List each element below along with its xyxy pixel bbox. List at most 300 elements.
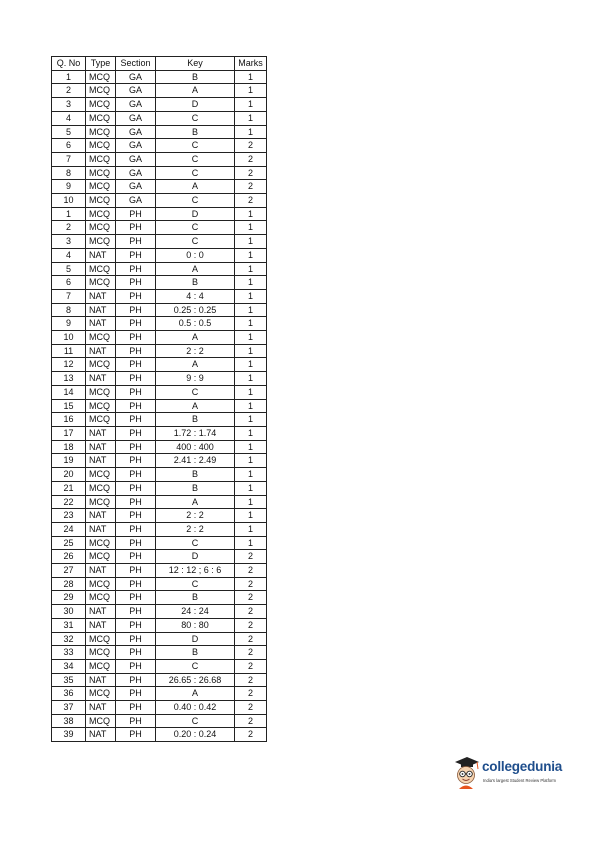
qno-cell: 31 [52,618,86,632]
type-cell: MCQ [86,125,116,139]
type-cell: NAT [86,509,116,523]
section-cell: PH [116,550,156,564]
type-cell: NAT [86,454,116,468]
marks-cell: 2 [235,180,267,194]
marks-cell: 1 [235,248,267,262]
table-row [52,98,267,112]
qno-cell: 13 [52,372,86,386]
type-cell: MCQ [86,262,116,276]
marks-cell: 2 [235,701,267,715]
type-cell: MCQ [86,385,116,399]
marks-cell: 2 [235,687,267,701]
key-cell: 80 : 80 [156,618,235,632]
marks-cell: 1 [235,70,267,84]
section-cell: PH [116,221,156,235]
type-cell: NAT [86,701,116,715]
section-cell: GA [116,98,156,112]
section-cell: PH [116,646,156,660]
key-cell: B [156,481,235,495]
key-cell: 0 : 0 [156,248,235,262]
key-cell: A [156,687,235,701]
section-cell: PH [116,317,156,331]
qno-cell: 16 [52,413,86,427]
marks-cell: 1 [235,111,267,125]
section-cell: PH [116,495,156,509]
marks-cell: 2 [235,673,267,687]
table-row [52,426,267,440]
marks-cell: 1 [235,262,267,276]
table-row [52,632,267,646]
table-row [52,152,267,166]
type-cell: NAT [86,344,116,358]
section-cell: PH [116,399,156,413]
table-row [52,194,267,208]
key-cell: D [156,632,235,646]
section-cell: GA [116,70,156,84]
marks-cell: 1 [235,303,267,317]
section-cell: PH [116,728,156,742]
table-row [52,591,267,605]
key-cell: C [156,385,235,399]
qno-cell: 12 [52,358,86,372]
marks-cell: 1 [235,522,267,536]
qno-cell: 28 [52,577,86,591]
section-cell: PH [116,276,156,290]
key-cell: 24 : 24 [156,605,235,619]
type-cell: NAT [86,248,116,262]
mascot-icon [451,755,481,789]
qno-cell: 3 [52,235,86,249]
marks-cell: 1 [235,509,267,523]
marks-cell: 1 [235,289,267,303]
marks-cell: 1 [235,413,267,427]
table-row [52,207,267,221]
key-cell: C [156,221,235,235]
marks-cell: 2 [235,139,267,153]
marks-cell: 2 [235,659,267,673]
header-marks: Marks [235,57,267,71]
answer-key-table [51,56,267,742]
table-row [52,385,267,399]
key-cell: 1.72 : 1.74 [156,426,235,440]
table-row [52,358,267,372]
qno-cell: 6 [52,139,86,153]
qno-cell: 9 [52,180,86,194]
qno-cell: 6 [52,276,86,290]
qno-cell: 5 [52,125,86,139]
marks-cell: 2 [235,591,267,605]
table-row [52,125,267,139]
table-row [52,235,267,249]
section-cell: PH [116,372,156,386]
type-cell: MCQ [86,70,116,84]
table-row [52,289,267,303]
qno-cell: 26 [52,550,86,564]
key-cell: 0.40 : 0.42 [156,701,235,715]
table-row [52,509,267,523]
section-cell: PH [116,413,156,427]
type-cell: NAT [86,605,116,619]
section-cell: PH [116,207,156,221]
qno-cell: 7 [52,289,86,303]
type-cell: MCQ [86,221,116,235]
table-row [52,687,267,701]
section-cell: PH [116,714,156,728]
marks-cell: 2 [235,166,267,180]
type-cell: NAT [86,317,116,331]
type-cell: NAT [86,426,116,440]
type-cell: MCQ [86,180,116,194]
key-cell: A [156,331,235,345]
table-row [52,673,267,687]
section-cell: PH [116,522,156,536]
key-cell: A [156,262,235,276]
qno-cell: 34 [52,659,86,673]
key-cell: B [156,646,235,660]
type-cell: NAT [86,564,116,578]
brand-tagline: India's largest Student Review Platform [483,778,556,783]
type-cell: MCQ [86,413,116,427]
key-cell: 2.41 : 2.49 [156,454,235,468]
type-cell: MCQ [86,687,116,701]
section-cell: PH [116,481,156,495]
type-cell: MCQ [86,166,116,180]
section-cell: PH [116,248,156,262]
qno-cell: 10 [52,331,86,345]
qno-cell: 10 [52,194,86,208]
table-row [52,399,267,413]
key-cell: 0.20 : 0.24 [156,728,235,742]
header-key: Key [156,57,235,71]
table-row [52,701,267,715]
type-cell: NAT [86,522,116,536]
table-row [52,577,267,591]
section-cell: PH [116,632,156,646]
key-cell: A [156,495,235,509]
marks-cell: 1 [235,440,267,454]
section-cell: PH [116,687,156,701]
marks-cell: 1 [235,454,267,468]
table-row [52,495,267,509]
type-cell: NAT [86,728,116,742]
marks-cell: 1 [235,235,267,249]
key-cell: B [156,276,235,290]
table-row [52,139,267,153]
marks-cell: 1 [235,317,267,331]
qno-cell: 4 [52,248,86,262]
type-cell: MCQ [86,399,116,413]
section-cell: GA [116,125,156,139]
section-cell: PH [116,673,156,687]
section-cell: GA [116,84,156,98]
type-cell: MCQ [86,468,116,482]
marks-cell: 1 [235,468,267,482]
table-row [52,111,267,125]
marks-cell: 1 [235,125,267,139]
qno-cell: 2 [52,84,86,98]
type-cell: MCQ [86,481,116,495]
key-cell: B [156,413,235,427]
qno-cell: 14 [52,385,86,399]
marks-cell: 1 [235,385,267,399]
table-row [52,564,267,578]
table-row [52,536,267,550]
marks-cell: 1 [235,372,267,386]
section-cell: PH [116,344,156,358]
table-row [52,714,267,728]
table-row [52,522,267,536]
marks-cell: 2 [235,618,267,632]
qno-cell: 22 [52,495,86,509]
type-cell: NAT [86,303,116,317]
qno-cell: 36 [52,687,86,701]
section-cell: PH [116,440,156,454]
section-cell: PH [116,659,156,673]
type-cell: MCQ [86,331,116,345]
section-cell: PH [116,454,156,468]
table-row [52,372,267,386]
type-cell: MCQ [86,577,116,591]
table-row [52,344,267,358]
table-header-row [52,57,267,71]
key-cell: D [156,550,235,564]
section-cell: PH [116,577,156,591]
qno-cell: 33 [52,646,86,660]
qno-cell: 1 [52,207,86,221]
qno-cell: 19 [52,454,86,468]
marks-cell: 2 [235,577,267,591]
table-row [52,659,267,673]
marks-cell: 2 [235,550,267,564]
table-row [52,317,267,331]
key-cell: 2 : 2 [156,344,235,358]
qno-cell: 8 [52,166,86,180]
table-body [52,70,267,741]
key-cell: C [156,194,235,208]
table-row [52,728,267,742]
brand-name: collegedunia [482,759,563,774]
key-cell: 9 : 9 [156,372,235,386]
marks-cell: 2 [235,646,267,660]
type-cell: NAT [86,618,116,632]
table-row [52,303,267,317]
type-cell: MCQ [86,358,116,372]
table-row [52,276,267,290]
table-row [52,70,267,84]
marks-cell: 2 [235,564,267,578]
section-cell: GA [116,111,156,125]
type-cell: NAT [86,440,116,454]
table-row [52,440,267,454]
type-cell: MCQ [86,139,116,153]
key-cell: 2 : 2 [156,509,235,523]
section-cell: GA [116,139,156,153]
type-cell: NAT [86,289,116,303]
key-cell: A [156,399,235,413]
qno-cell: 27 [52,564,86,578]
marks-cell: 1 [235,84,267,98]
marks-cell: 2 [235,194,267,208]
key-cell: 400 : 400 [156,440,235,454]
type-cell: MCQ [86,550,116,564]
qno-cell: 18 [52,440,86,454]
key-cell: B [156,125,235,139]
qno-cell: 3 [52,98,86,112]
qno-cell: 21 [52,481,86,495]
type-cell: MCQ [86,591,116,605]
key-cell: C [156,166,235,180]
section-cell: PH [116,591,156,605]
qno-cell: 1 [52,70,86,84]
section-cell: PH [116,468,156,482]
key-cell: C [156,152,235,166]
section-cell: PH [116,358,156,372]
marks-cell: 2 [235,632,267,646]
section-cell: PH [116,235,156,249]
marks-cell: 1 [235,207,267,221]
qno-cell: 4 [52,111,86,125]
key-cell: C [156,111,235,125]
marks-cell: 1 [235,221,267,235]
marks-cell: 1 [235,426,267,440]
table-row [52,646,267,660]
qno-cell: 15 [52,399,86,413]
type-cell: NAT [86,673,116,687]
section-cell: PH [116,564,156,578]
section-cell: PH [116,385,156,399]
key-cell: B [156,591,235,605]
key-cell: B [156,70,235,84]
qno-cell: 7 [52,152,86,166]
qno-cell: 20 [52,468,86,482]
marks-cell: 2 [235,728,267,742]
marks-cell: 2 [235,605,267,619]
type-cell: MCQ [86,495,116,509]
type-cell: MCQ [86,98,116,112]
qno-cell: 29 [52,591,86,605]
table-row [52,262,267,276]
key-cell: D [156,207,235,221]
section-cell: PH [116,331,156,345]
header-section: Section [116,57,156,71]
type-cell: MCQ [86,659,116,673]
marks-cell: 1 [235,536,267,550]
qno-cell: 2 [52,221,86,235]
table-row [52,468,267,482]
qno-cell: 8 [52,303,86,317]
section-cell: PH [116,605,156,619]
section-cell: PH [116,509,156,523]
qno-cell: 35 [52,673,86,687]
key-cell: 0.5 : 0.5 [156,317,235,331]
type-cell: MCQ [86,194,116,208]
table-row [52,481,267,495]
key-cell: C [156,536,235,550]
table-row [52,618,267,632]
type-cell: MCQ [86,207,116,221]
qno-cell: 37 [52,701,86,715]
qno-cell: 25 [52,536,86,550]
key-cell: 4 : 4 [156,289,235,303]
type-cell: MCQ [86,714,116,728]
table-row [52,84,267,98]
section-cell: PH [116,289,156,303]
key-cell: C [156,659,235,673]
marks-cell: 1 [235,276,267,290]
collegedunia-logo [451,755,591,795]
qno-cell: 24 [52,522,86,536]
section-cell: PH [116,701,156,715]
marks-cell: 1 [235,344,267,358]
type-cell: MCQ [86,235,116,249]
type-cell: MCQ [86,111,116,125]
marks-cell: 1 [235,399,267,413]
type-cell: MCQ [86,84,116,98]
table-row [52,605,267,619]
table-row [52,550,267,564]
marks-cell: 2 [235,152,267,166]
qno-cell: 5 [52,262,86,276]
header-qno: Q. No [52,57,86,71]
marks-cell: 1 [235,331,267,345]
key-cell: 12 : 12 ; 6 : 6 [156,564,235,578]
table-row [52,413,267,427]
type-cell: MCQ [86,646,116,660]
key-cell: C [156,714,235,728]
type-cell: NAT [86,372,116,386]
qno-cell: 11 [52,344,86,358]
type-cell: MCQ [86,276,116,290]
table-row [52,180,267,194]
table-row [52,221,267,235]
section-cell: PH [116,536,156,550]
qno-cell: 17 [52,426,86,440]
qno-cell: 39 [52,728,86,742]
type-cell: MCQ [86,536,116,550]
key-cell: 0.25 : 0.25 [156,303,235,317]
key-cell: B [156,468,235,482]
section-cell: GA [116,194,156,208]
type-cell: MCQ [86,632,116,646]
section-cell: GA [116,152,156,166]
table-row [52,454,267,468]
qno-cell: 38 [52,714,86,728]
table-row [52,248,267,262]
qno-cell: 9 [52,317,86,331]
header-type: Type [86,57,116,71]
key-cell: C [156,235,235,249]
marks-cell: 1 [235,358,267,372]
marks-cell: 1 [235,98,267,112]
section-cell: GA [116,180,156,194]
marks-cell: 2 [235,714,267,728]
qno-cell: 30 [52,605,86,619]
table-row [52,166,267,180]
type-cell: MCQ [86,152,116,166]
qno-cell: 23 [52,509,86,523]
key-cell: 26.65 : 26.68 [156,673,235,687]
key-cell: C [156,139,235,153]
key-cell: A [156,358,235,372]
marks-cell: 1 [235,481,267,495]
section-cell: PH [116,618,156,632]
key-cell: 2 : 2 [156,522,235,536]
section-cell: PH [116,262,156,276]
key-cell: A [156,180,235,194]
qno-cell: 32 [52,632,86,646]
table-row [52,331,267,345]
key-cell: A [156,84,235,98]
